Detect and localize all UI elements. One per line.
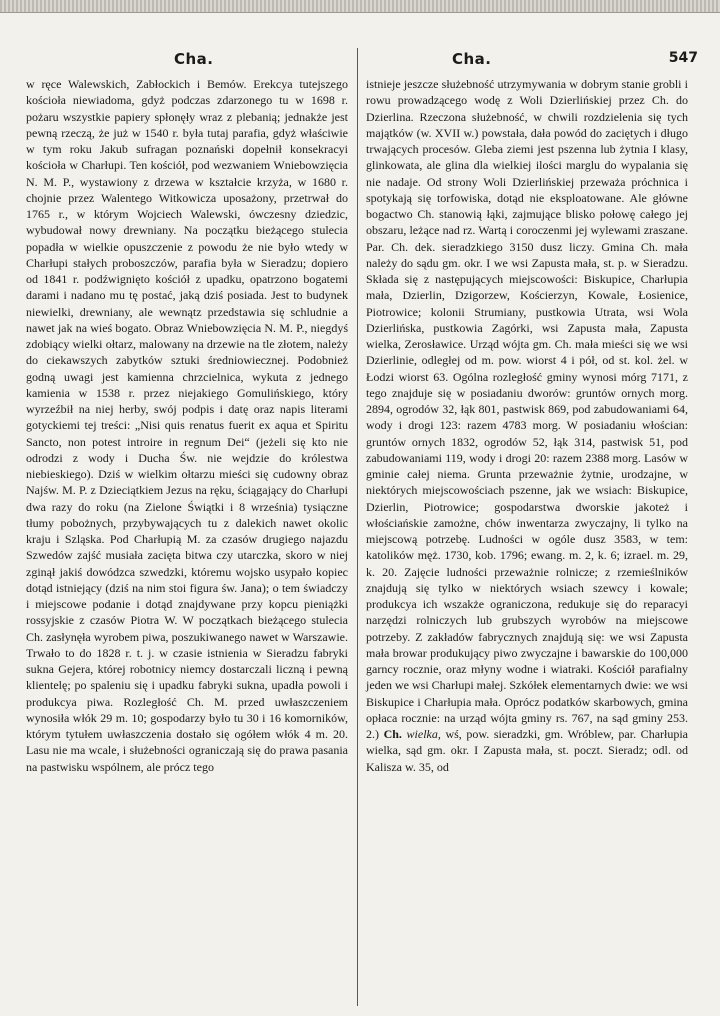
entry-headword: Ch.	[383, 727, 402, 741]
running-head-left: Cha.	[174, 50, 214, 68]
entry-subterm: wielka,	[406, 727, 441, 741]
left-column-text: w ręce Walewskich, Zabłockich i Bemów. Erekcya tutejszego kościoła niewiadoma, gdyż podczas zdarzonego tu w 1698 r. pożaru wszystkie papiery spłonęły wraz z plebanią; jednakże jest pewną rzeczą, że już w 1540 r. była tutaj parafia, gdyż właściwie w tym roku Jakub sufragan poznański dopełnił konsekracyi kościoła w Charłupi. Ten kościół, pod wezwaniem Wniebowzięcia N. M. P., wystawiony z drzewa w kształcie krzyża, w 1680 r. chojnie przez Walentego Witkowicza uposażony, przetrwał do 1765 r., w którym Wojciech Walewski, ówczesny dziedzic, wybudował nowy drewniany. Na początku bieżącego stulecia popadła w wielkie opuszczenie z powodu że nie było wtedy w Charłupi stałych proboszczów, parafia była w Sieradzu; dopiero od 1841 r. podźwignięto kościół z upadku, opatrzono bogatemi darami i nadano mu tę postać, jaką dziś posiada. Jest to budynek niewielki, drewniany, ale wewnątz przedstawia się schludnie a nawet jak na wieś bogato. Obraz Wniebowzięcia N. M. P., niegdyś zdobiący wielki ołtarz, malowany na drzewie na tle złotem, należy do ciekawszych zabytków sztuki średniowiecznej. Podobnież godną uwagi jest kamienna chrzcielnica, wykuta z jednego kamienia w 1538 r. przez niejakiego Gomulińskiego, który wyrzeźbił na niej herby, swój podpis i datę oraz napis literami gotyckiemi tej treści: „Nisi quis renatus fuerit ex aqua et Spiritu Sancto, non potest introire in regnum Dei“ (jeżeli się kto nie odrodzi z wody i Ducha Św. nie wejdzie do królestwa niebieskiego). Dziś w wielkim ołtarzu mieści się cudowny obraz Najśw. M. P. z Dzieciątkiem Jezus na ręku, ściągający do Charłupi dwa razy do roku (na Zielone Świątki i 8 września) tysiączne tłumy pobożnych, przybywających tu z dalekich nawet okolic kraju i Szląska. Pod Charłupią M. za czasów drugiego najazdu Szwedów zajść musiała zacięta bitwa czy utarczka, skoro w niej zginął jakiś dowódzca szwedzki, któremu wojsko usypało kopiec dotąd istniejący (dziś na nim stoi figura św. Jana); o tem świadczy i miejscowe podanie i dotąd znajdywane przy kopcu pieniążki rossyjskie z czasów Piotra W. W początkach bieżącego stulecia Ch. zasłynęła wyrobem piwa, poszukiwanego nawet w Warszawie. Trwało to do 1828 r. t. j. w czasie istnienia w Sieradzu fabryki sukna Gejera, której robotnicy niemcy dostarczali liczną i pewną klientelę; po spaleniu się i upadku fabryki sukna, upadła powoli i produkcya piwa. Rozległość Ch. M. przed uwłaszczeniem wynosiła włók 29 m. 10; gospodarzy było tu 30 i 16 komorników, którym tytułem uwłaszczenia dostało się ogółem włók 4 m. 20. Lasu nie ma wcale, i służebności ograniczają się do prawa pasania na pastwisku wspólnem, ale prócz tego	[26, 77, 348, 774]
right-column-paragraph	[366, 76, 688, 775]
dictionary-page	[26, 46, 698, 1008]
top-edge-rule	[0, 0, 720, 13]
text-columns	[26, 76, 698, 1006]
running-header	[26, 46, 698, 76]
column-divider	[357, 48, 358, 1006]
running-head-right: Cha.	[452, 50, 492, 68]
entry-description: wś, pow. sieradzki, gm. Wróblew, par. Charłupia wielka, sąd gm. okr. I Zapusta mała, st. poczt. Sieradz; odl. od Kalisza w. 35, od	[366, 727, 689, 774]
right-column	[366, 76, 688, 775]
left-column	[26, 76, 348, 775]
right-column-text: istnieje jeszcze służebność utrzymywania w dobrym stanie grobli i rowu prowadzącego wodę z Woli Dzierlińskiej przez Ch. do Dzierlina. Rzeczona służebność, w chwili rozdzielenia się tych majątków (w. XVII w.) powstała, dała powód do zaciętych i długo trwających procesów. Gleba ziemi jest pszenna lub żytnia I klasy, glinkowata, ale glina dla wielkiej ilości marglu do wypalania się nie nadaje. Od strony Woli Dzierlińskiej przeważa próchnica i spotykają się torfowiska, dotąd nie eksploatowane. Ale główne bogactwo Ch. stanowią łąki, zajmujące blisko połowę całego jej obszaru, leżące nad rz. Wartą i coroczenmi jej wylewami zraszane. Par. Ch. dek. sieradzkiego 3150 dusz liczy. Gmina Ch. mała należy do sądu gm. okr. I we wsi Zapusta mała, st. p. w Sieradzu. Składa się z następujących miejscowości: Biskupice, Charłupia mała, Dzierlin, Dzigorzew, Kościerzyn, Kowale, Łosienice, Piotrowice; kolonii Strumiany, pustkowia Utrata, wsi Wola Dzierlińska, pustkowia Zagórki, wsi Zapusta mała, Zapusta wielka, Zerosławice. Urząd wójta gm. Ch. mała mieści się we wsi Dzierlinie, odległej od m. pow. wiorst 4 i pół, od st. kol. żel. w Łodzi wiorst 63. Ogólna rozległość gminy wynosi mórg 7171, z tego znajduje się w posiadaniu dworów: gruntów ornych morg. 2894, ogrodów 32, łąk 801, pastwisk 869, pod zabudowaniami 64, wody i drogi 123: razem 4783 morg. W posiadaniu włościan: gruntów ornych 1832, ogrodów 52, łąk 314, pastwisk 51, pod zabudowaniami 119, wody i drogi 20: razem 2388 morg. Lasów w gminie całej niema. Grunta przeważnie żytnie, urodzajne, w niektórych miejscowościach pszenne, jak we wsiach: Biskupice, Dzierlin, Piotrowice; gospodarstwa dworskie jakoteż i włościańskie zamożne, chów inwentarza zwyczajny, li tylko na miejscową potrzebę. Ludności w ogóle dusz 3583, w tem: katolików męż. 1730, kob. 1796; ewang. m. 2, k. 6; izrael. m. 29, k. 20. Zajęcie ludności przeważnie rolnicze; z rzemieślników znajdują się tylko w niektórych wsiach szewcy i kowale; produkcya ich wszakże ograniczona, redukuje się do reparacyi narzędzi rolniczych lub grubszych wyrobów na miejscowe potrzeby. Z zakładów fabrycznych znajdują się: we wsi Zapusta mała browar produkujący piwo zwyczajne i bawarskie do 100,000 garncy rocznie, oraz młyny wodne i wiatraki. Kościół parafialny jeden we wsi Charłupi małej. Szkółek elementarnych dwie: we wsi Biskupice i Charłupia mała. Oprócz podatków skarbowych, gmina opłaca rocznie: na urząd wójta gminy rs. 767, na sąd gminy 253. 2.)	[366, 77, 688, 741]
page-number: 547	[668, 50, 698, 66]
